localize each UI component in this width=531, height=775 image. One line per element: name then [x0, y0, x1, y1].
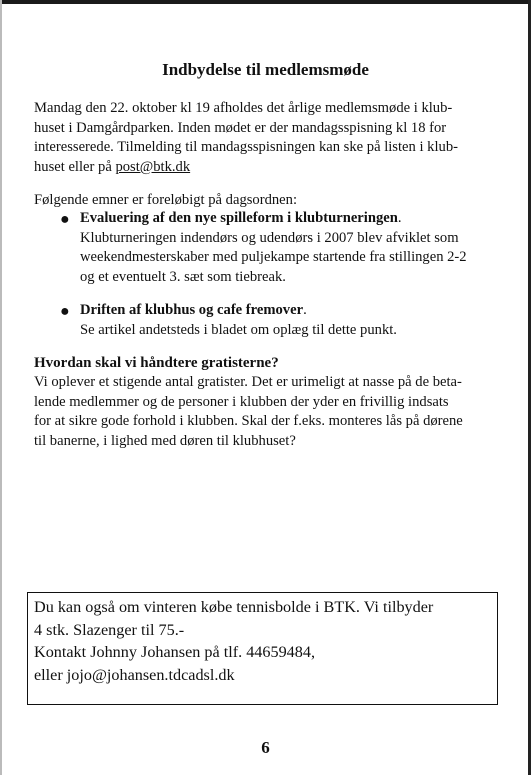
agenda-item-title: Evaluering af den nye spilleform i klubturneringen — [80, 210, 398, 226]
agenda-item-title-end: . — [397, 210, 402, 226]
agenda-item-line: Se artikel andetsteds i bladet om oplæg til dette punkt. — [80, 321, 397, 338]
gratist-line: for at sikre gode forhold i klubben. Skal der f.eks. monteres lås på dørene — [34, 413, 463, 429]
page-title: Indbydelse til medlemsmøde — [162, 60, 369, 79]
gratist-heading: Hvordan skal vi håndtere gratisterne? — [34, 355, 279, 371]
agenda-item-title-end: . — [303, 302, 307, 318]
intro-line-text: huset eller på — [34, 158, 116, 175]
bullet-dot-icon: ● — [60, 211, 70, 228]
agenda-item-title: Driften af klubhus og cafe fremover — [80, 302, 304, 318]
intro-paragraph — [34, 99, 502, 177]
agenda-item-line: Klubturneringen indendørs og udendørs i 2007 blev afviklet som — [80, 229, 459, 246]
agenda-intro: Følgende emner er foreløbigt på dagsordnen: — [34, 192, 298, 208]
intro-line: huset i Damgårdparken. Inden mødet er der mandagsspisning kl 18 for — [34, 119, 447, 136]
tennis-ball-ad-text — [34, 596, 433, 686]
page-top-edge — [0, 0, 531, 4]
gratist-line: til banerne, i lighed med døren til klubhuset? — [34, 432, 296, 449]
agenda-item-title-line — [80, 209, 510, 229]
gratist-paragraph — [34, 373, 502, 451]
gratist-line: Vi oplever et stigende antal gratister. Det er urimeligt at nasse på de beta- — [34, 374, 462, 390]
intro-line — [34, 158, 502, 178]
ad-line: Kontakt Johnny Johansen på tlf. 44659484, — [34, 643, 316, 661]
ad-line: Du kan også om vinteren købe tennisbolde i BTK. Vi tilbyder — [34, 598, 434, 616]
intro-line: interesserede. Tilmelding til mandagsspisningen kan ske på listen i klub- — [34, 139, 458, 155]
agenda-item-evaluation — [80, 209, 510, 287]
bullet-dot-icon: ● — [60, 303, 70, 320]
ad-line: 4 stk. Slazenger til 75.- — [34, 620, 185, 639]
agenda-item-clubhouse — [80, 301, 510, 340]
agenda-item-line: weekendmesterskaber med puljekampe startende fra stillingen 2-2 — [80, 249, 467, 265]
ad-line: eller jojo@johansen.tdcadsl.dk — [34, 665, 235, 684]
agenda-item-title-line — [80, 301, 510, 321]
agenda-item-line: og et eventuelt 3. sæt som tiebreak. — [80, 268, 286, 285]
page-number: 6 — [261, 738, 270, 757]
intro-line: Mandag den 22. oktober kl 19 afholdes det årlige medlemsmøde i klub- — [34, 100, 453, 116]
intro-email-link[interactable]: post@btk.dk — [115, 158, 191, 175]
gratist-line: lende medlemmer og de personer i klubben der yder en frivillig indsats — [34, 393, 449, 410]
page-left-edge — [0, 0, 2, 775]
